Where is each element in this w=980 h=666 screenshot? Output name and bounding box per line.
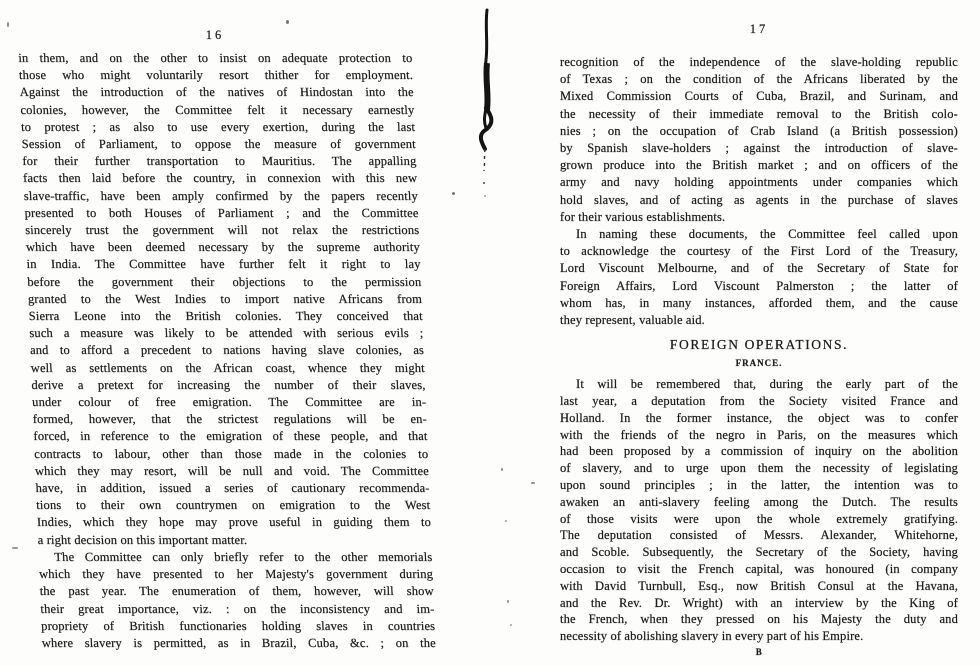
text-line: upon sound principles ; in the latter, the intention was to <box>560 478 958 493</box>
ink-speck <box>501 468 503 471</box>
text-line: The Committee can only briefly refer to the other memorials <box>54 549 433 564</box>
page-number-left: 16 <box>205 28 225 42</box>
text-line: It will be remembered that, during the early part of the <box>576 377 958 392</box>
text-line: of those visits were upon the whole extremely gratifying. <box>560 511 958 526</box>
text-line: awaken an anti-slavery feeling among the Dutch. The results <box>560 494 958 509</box>
text-line: Against the introduction of the natives of Hindostan into the <box>19 85 414 100</box>
text-line: for their further transportation to Mauritius. The appalling <box>22 154 417 169</box>
text-line: sincerely trust the government will not relax the restrictions <box>24 223 420 238</box>
text-line: Holland. In the former instance, the object was to confer <box>560 410 958 425</box>
text-line: last year, a deputation from the Society visited France and <box>560 394 958 409</box>
text-line: whom has, in many instances, afforded them, and the cause <box>560 295 958 310</box>
right-page-paragraphs-top <box>560 54 958 329</box>
ink-speck <box>7 22 9 27</box>
text-line: Foreign Affairs, Lord Viscount Palmerston ; the latter of <box>560 278 958 293</box>
right-page-text-column <box>560 54 958 657</box>
binding-ink-mark <box>474 8 504 208</box>
text-line: and Scoble. Subsequently, the Secretary of the Society, having <box>560 545 958 560</box>
ink-speck <box>510 624 512 626</box>
text-line: in them, and on the other to insist on adequate protection to <box>18 51 413 65</box>
section-heading: FOREIGN OPERATIONS. <box>669 337 849 353</box>
text-line: where slavery is permitted, as in Brazil, Cuba, &c. ; on the <box>41 635 437 650</box>
text-line: a right decision on this important matter. <box>37 532 248 547</box>
ink-speck <box>505 520 507 522</box>
text-line: presented to both Houses of Parliament ; and the Committee <box>24 205 419 220</box>
text-line: had been proposed by a commission of inquiry on the abolition <box>560 444 958 459</box>
text-line: hold slaves, and of acting as agents in the purchase of slaves <box>560 192 958 207</box>
text-line: In naming these documents, the Committee feel called upon <box>576 227 958 242</box>
text-line: the past year. The enumeration of them, however, will show <box>39 584 435 599</box>
text-line: such a measure was likely to be attended with serious evils ; <box>29 326 424 341</box>
text-line: slave-traffic, have been amply confirmed by the papers recently <box>23 188 419 203</box>
text-line: Lord Viscount Melbourne, and of the Secretary of State for <box>560 261 958 276</box>
text-line: Indies, which they hope may prove useful in guiding them to <box>36 515 432 530</box>
ink-speck <box>507 600 509 603</box>
text-line: to acknowledge the courtesy of the First Lord of the Treasury, <box>560 244 958 259</box>
text-line: with the friends of the negro in Paris, on the measures which <box>560 427 958 442</box>
printer-signature-mark: B <box>755 647 763 657</box>
text-line: which they have presented to her Majesty's government during <box>38 567 434 582</box>
text-line: Mixed Commission Courts of Cuba, Brazil, and Surinam, and <box>560 89 958 104</box>
text-line: army and navy holding appointments under companies which <box>560 175 958 190</box>
text-line: of slavery, and to urge upon them the necessity of legislating <box>560 461 958 476</box>
text-line: under colour of free emigration. The Committee are in- <box>31 395 427 410</box>
text-line: Session of Parliament, to oppose the measure of government <box>21 137 417 152</box>
ink-speck <box>452 192 455 195</box>
text-line: colonies, however, the Committee felt it necessary earnestly <box>20 102 415 117</box>
page-number-right: 17 <box>749 22 769 36</box>
text-line: to protest ; as also to use every exertion, during the last <box>20 119 416 134</box>
text-line: necessity of abolishing slavery in every part of his Empire. <box>560 629 864 644</box>
text-line: and to afford a precedent to nations having slave colonies, as <box>29 343 425 358</box>
text-line: contracts to labour, other than those made in the colonies to <box>33 446 429 461</box>
text-line: the necessity of their immediate removal to the British colo- <box>560 106 958 121</box>
text-line: those who might voluntarily resort thither for employment. <box>18 68 414 83</box>
text-line: and the Rev. Dr. Wright) with an interview by the King of <box>560 595 958 610</box>
text-line: propriety of British functionaries holding slaves in countries <box>40 618 436 633</box>
text-line: tions to their own countrymen on emigration to the West <box>36 498 431 513</box>
subsection-heading: FRANCE. <box>735 358 783 369</box>
ink-speck <box>531 482 535 484</box>
text-line: the French, when they pressed on his Majesty the duty and <box>560 612 958 627</box>
text-line: which they may resort, will be null and void. The Committee <box>34 463 430 478</box>
text-line: have, in addition, issued a series of cautionary recommenda- <box>35 481 430 496</box>
text-line: they represent, valuable aid. <box>560 313 705 328</box>
text-line: occasion to visit the French capital, was honoured (in company <box>560 562 958 577</box>
text-line: forced, in reference to the emigration of these people, and that <box>33 429 428 444</box>
text-line: derive a pretext for increasing the number of their slaves, <box>31 377 426 392</box>
left-page-text-column <box>18 50 436 652</box>
text-line: for their various establishments. <box>560 209 726 224</box>
text-line: their great importance, viz. : on the inconsistency and im- <box>40 601 435 616</box>
ink-speck <box>12 547 18 549</box>
text-line: with David Turnbull, Esq., now British Consul at the Havana, <box>560 578 958 593</box>
text-line: recognition of the independence of the slave-holding republic <box>560 55 958 69</box>
text-line: which have been deemed necessary by the supreme authority <box>25 240 421 255</box>
text-line: of Texas ; on the condition of the Africans liberated by the <box>560 72 958 87</box>
text-line: The deputation consisted of Messrs. Alexander, Whitehorne, <box>560 528 958 543</box>
text-line: before the government their objections to the permission <box>27 274 422 289</box>
text-line: in India. The Committee have further felt it right to lay <box>26 257 421 272</box>
ink-speck <box>286 20 289 24</box>
text-line: well as settlements on the African coast, whence they might <box>30 360 426 375</box>
text-line: by Spanish slave-holders ; against the introduction of slave- <box>560 141 958 156</box>
text-line: grown produce into the British market ; and on officers of the <box>560 158 958 173</box>
text-line: facts then laid before the country, in connexion with this new <box>22 171 418 186</box>
text-line: formed, however, that the strictest regulations will be en- <box>32 412 428 427</box>
text-line: Sierra Leone into the British colonies. They conceived that <box>28 309 423 324</box>
text-line: nies ; on the occupation of Crab Island (a British possession) <box>560 123 958 138</box>
text-line: granted to the West Indies to import native Africans from <box>27 291 423 306</box>
right-page-paragraph-france <box>560 376 958 645</box>
